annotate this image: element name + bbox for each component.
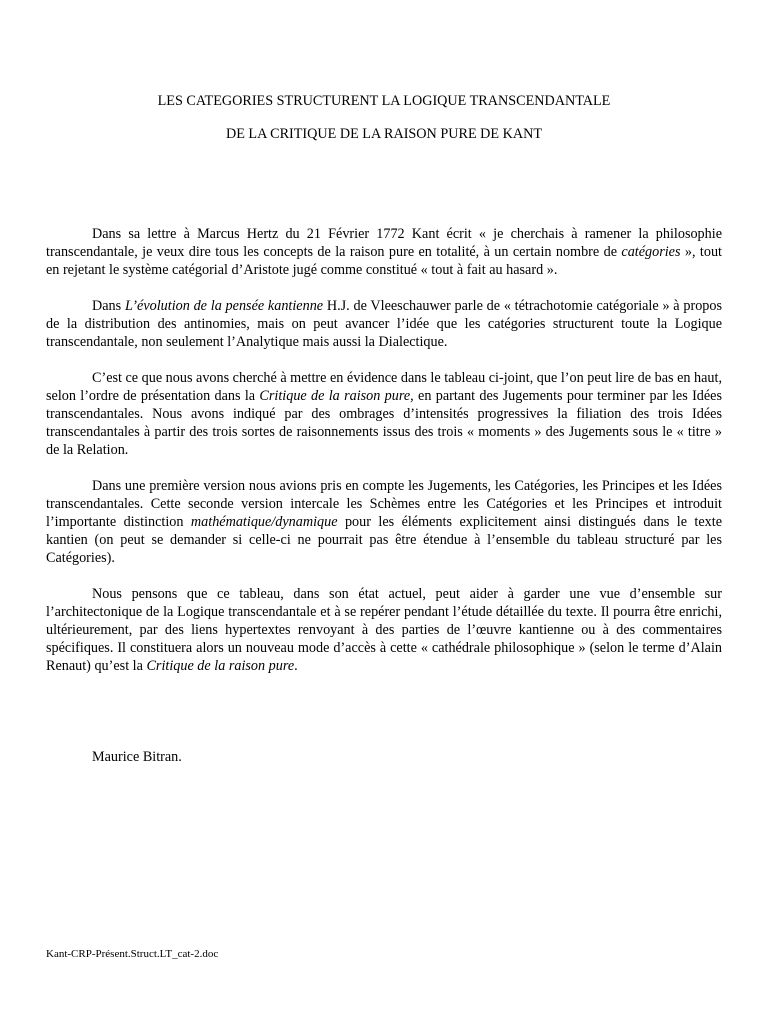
paragraph-4-text-a: Dans une première version nous avions pris en compte les Jugements, les Catégories, les Principes et les Idées transcendantales. Cette seconde version intercale les Schèmes entre les Catégories et les Principes et introduit l’importante distinction [46, 478, 722, 530]
paragraph-2-text-a: Dans [92, 298, 125, 314]
paragraph-5-text-a: Nous pensons que ce tableau, dans son état actuel, peut aider à garder une vue d’ensemble sur l’architectonique de la Logique transcendantale et à se repérer pendant l’étude détaillée du texte. Il pourra être enrichi, ultérieurement, par des liens hypertextes renvoyant à des parties de l’œuvre kantienne ou à des commentaires spécifiques. Il constituera alors un nouveau mode d’accès à cette « cathédrale philosophique » (selon le terme d’Alain Renaut) qu’est la [46, 586, 722, 674]
title-line-2: DE LA CRITIQUE DE LA RAISON PURE DE KANT [225, 126, 543, 142]
paragraph-1 [46, 225, 722, 279]
paragraph-4-italic: mathématique/dynamique [190, 514, 338, 530]
paragraph-5-italic: Critique de la raison pure [146, 658, 295, 674]
paragraph-3 [46, 369, 722, 459]
paragraph-2-text-c: H.J. de Vleeschauwer parle de « tétrachotomie catégoriale » à propos de la distribution des antinomies, mais on peut avancer l’idée que les catégories structurent toute la Logique transcendantale, non seulement l’Analytique mais aussi la Dialectique. [46, 298, 722, 350]
paragraph-4 [46, 477, 722, 567]
paragraph-4-text-c: pour les éléments explicitement ainsi distingués dans le texte kantien (on peut se demander si celle-ci ne pourrait pas être étendue à l’ensemble du tableau structuré par les Catégories). [46, 514, 723, 566]
paragraph-1-text-a: Dans sa lettre à Marcus Hertz du 21 Février 1772 Kant écrit « je cherchais à ramener la philosophie transcendantale, je veux dire tous les concepts de la raison pure en totalité, à un certain nombre de [46, 226, 722, 260]
paragraph-1-text-c: », tout en rejetant le système catégorial d’Aristote jugé comme constitué « tout à fait au hasard ». [46, 244, 722, 278]
footer-filename: Kant-CRP-Présent.Struct.LT_cat-2.doc [46, 948, 219, 960]
paragraph-1-italic: catégories [621, 244, 681, 260]
paragraph-3-text-a: C’est ce que nous avons cherché à mettre en évidence dans le tableau ci-joint, que l’on peut lire de bas en haut, selon l’ordre de présentation dans la [46, 370, 722, 404]
paragraph-3-text-c: en partant des Jugements pour terminer par les Idées transcendantales. Nous avons indiqué par des ombrages d’intensités progressives la filiation des trois Idées transcendantales à partir des trois sortes de raisonnements issus des trois « moments » des Jugements sous le « titre » de la Relation. [46, 388, 722, 458]
title-line-1: LES CATEGORIES STRUCTURENT LA LOGIQUE TRANSCENDANTALE [157, 93, 611, 109]
paragraph-2-italic: L’évolution de la pensée kantienne [124, 298, 324, 314]
signature: Maurice Bitran. [92, 749, 182, 765]
paragraph-3-italic: Critique de la raison pure, [259, 388, 414, 404]
paragraph-5-text-c: . [294, 658, 298, 674]
body-text [46, 225, 722, 675]
paragraph-5 [46, 585, 722, 675]
paragraph-2 [46, 297, 722, 351]
